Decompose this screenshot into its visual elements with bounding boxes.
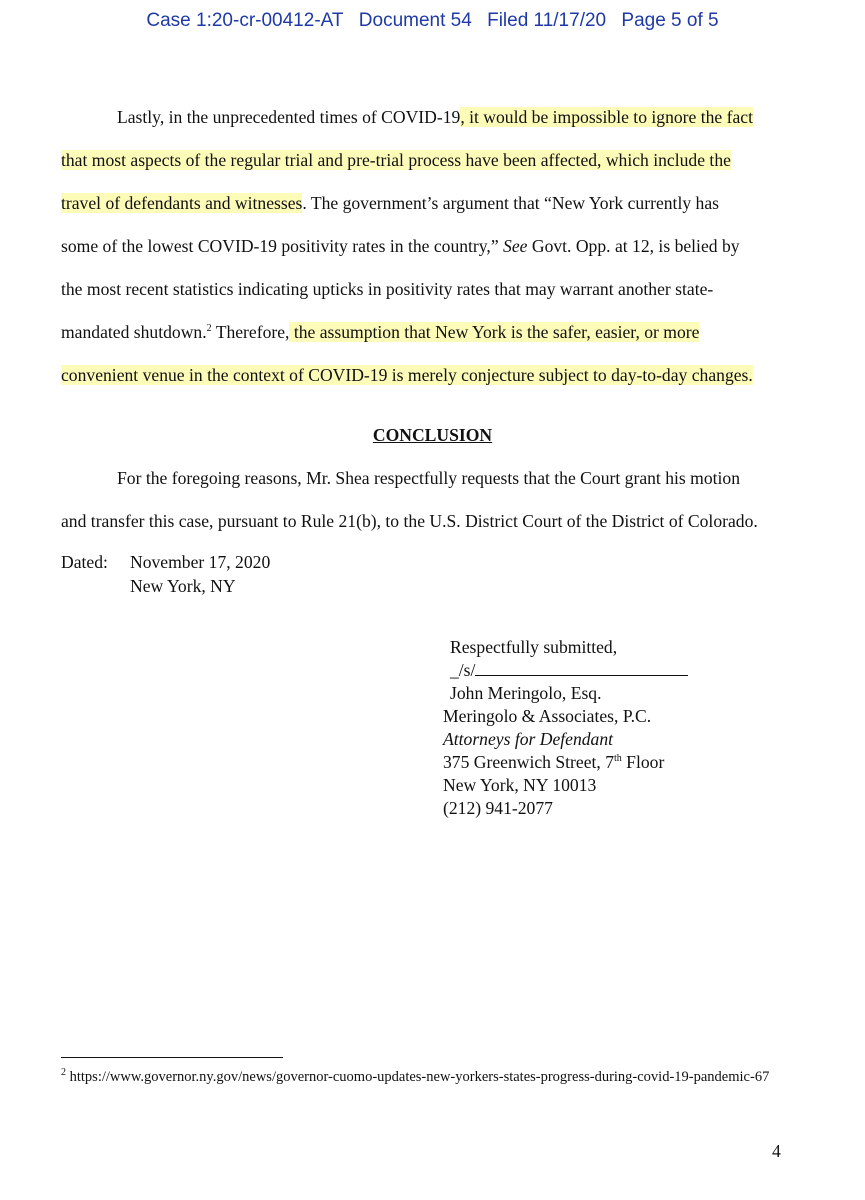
attorney-name: John Meringolo, Esq.	[450, 683, 602, 703]
page-number: 4	[772, 1141, 781, 1161]
document-number: Document 54	[358, 10, 472, 31]
dated-block	[61, 550, 270, 598]
closing: Respectfully submitted,	[450, 637, 618, 657]
attorney-role: Attorneys for Defendant	[443, 729, 614, 749]
dated-place: New York, NY	[130, 576, 236, 596]
footnote	[61, 1068, 791, 1086]
ecf-header	[0, 10, 865, 32]
signature-block	[443, 636, 688, 820]
highlight: , it would be impossible to ignore the fact	[460, 107, 753, 127]
highlight: the assumption that New York is the safer, easier, or more	[289, 322, 700, 342]
page-of: Page 5 of 5	[621, 10, 719, 31]
highlight: travel of defendants and witnesses	[61, 193, 303, 213]
footnote-ref: 2	[206, 323, 212, 335]
phone: (212) 941-2077	[443, 798, 553, 818]
conclusion-paragraph: For the foregoing reasons, Mr. Shea respectfully requests that the Court grant his motion and transfer this case, pursuant to Rule 21(b), to the U.S. District Court of the District of Colorado.	[61, 468, 758, 531]
conclusion-heading: CONCLUSION	[372, 425, 493, 445]
signature-line: _/s/	[443, 659, 688, 682]
address-line-1: 375 Greenwich Street, 7th Floor	[443, 752, 665, 772]
footnote-url: https://www.governor.ny.gov/news/governor-cuomo-updates-new-yorkers-states-progress-during-covid-19-pandemic-67	[66, 1069, 770, 1085]
highlight: convenient venue in the context of COVID-19 is merely conjecture subject to day-to-day changes.	[61, 365, 753, 385]
footnote-number: 2	[61, 1067, 66, 1079]
case-number: Case 1:20-cr-00412-AT	[146, 10, 344, 31]
address-line-2: New York, NY 10013	[443, 775, 597, 795]
filed-date: Filed 11/17/20	[487, 10, 607, 31]
dated-date: November 17, 2020	[130, 552, 271, 572]
covid-paragraph: Lastly, in the unprecedented times of COVID-19, it would be impossible to ignore the fact that most aspects of the regular trial and pre-trial process have been affected, which include the travel of defendants and witnesses. The government’s argument that “New York currently has some of the lowest COVID-19 positivity rates in the country,” See Govt. Opp. at 12, is belied by the most recent statistics indicating upticks in positivity rates that may warrant another state- mandated shutdown.$^2$ Therefore, the assumption that New York is the safer, easier, or more convenient venue in the context of COVID-19 is merely conjecture subject to day-to-day changes.	[61, 107, 753, 385]
firm-name: Meringolo & Associates, P.C.	[443, 706, 652, 726]
highlight: that most aspects of the regular trial and pre-trial process have been affected, which include the	[61, 150, 731, 170]
footnote-divider	[61, 1057, 283, 1058]
dated-label: Dated:	[61, 552, 108, 572]
